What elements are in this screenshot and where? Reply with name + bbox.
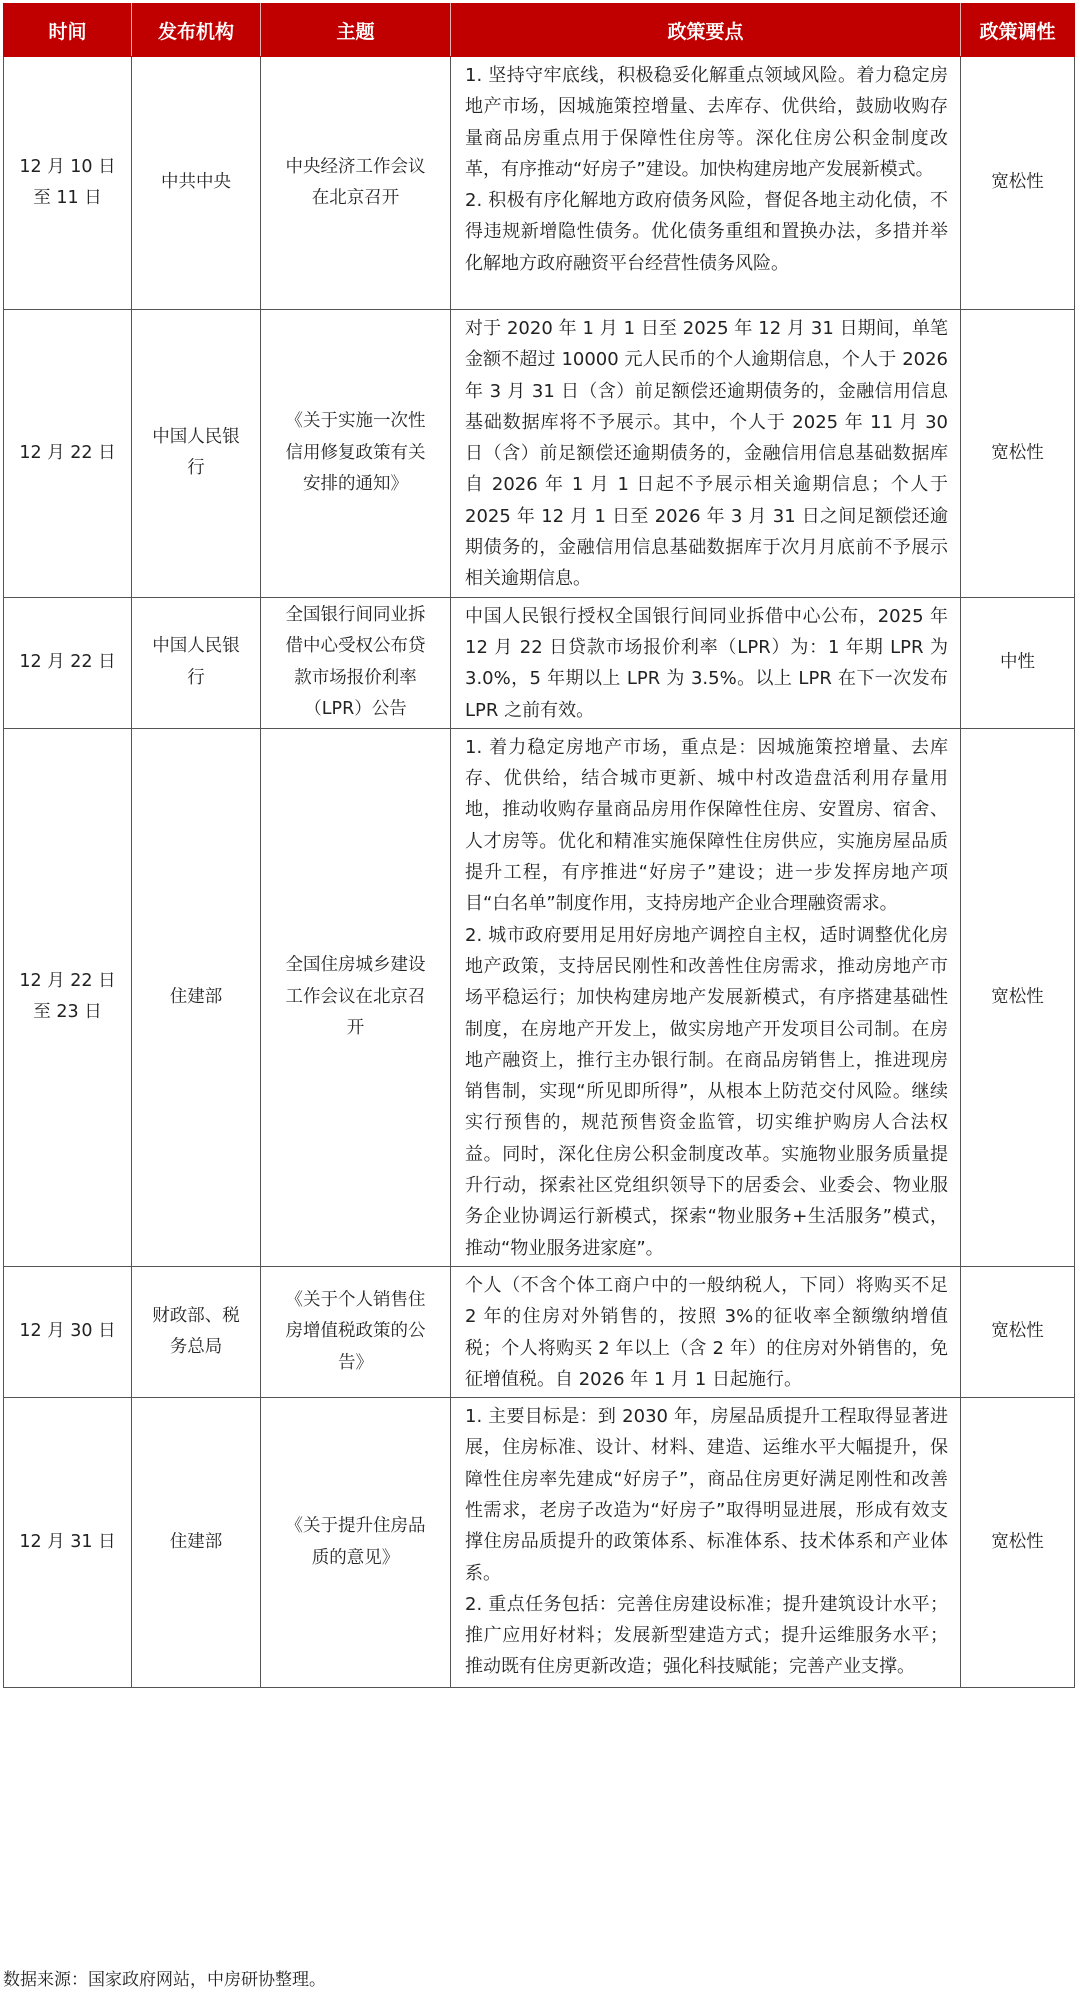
cell-points: [451, 728, 961, 1266]
cell-agency: 住建部: [132, 728, 261, 1266]
header-tone: 政策调性: [961, 4, 1075, 57]
cell-topic: 《关于实施一次性 信用修复政策有关 安排的通知》: [261, 310, 451, 598]
policy-point: 中国人民银行授权全国银行间同业拆借中心公布，2025 年 12 月 22 日贷款市场报价利率（LPR）为：1 年期 LPR 为 3.0%，5 年期以上 LPR 为 3.5%。以上 LPR 在下一次发布 LPR 之前有效。: [465, 605, 948, 721]
table-row: [4, 1398, 1075, 1688]
cell-points: [451, 310, 961, 598]
cell-points: [451, 1398, 961, 1688]
cell-tone: 宽松性: [961, 1398, 1075, 1688]
policy-point: 对于 2020 年 1 月 1 日至 2025 年 12 月 31 日期间，单笔金额不超过 10000 元人民币的个人逾期信息，个人于 2026 年 3 月 31 日（含）前足额偿还逾期债务的，金融信用信息基础数据库将不予展示。其中，个人于 2025 年 11 月 30 日（含）前足额偿还逾期债务的，金融信用信息基础数据库自 2026 年 1 月 1 日起不予展示相关逾期信息；个人于 2025 年 12 月 1 日至 2026 年 3 月 31 日之间足额偿还逾期债务的，金融信用信息基础数据库于次月月底前不予展示相关逾期信息。: [465, 318, 948, 590]
cell-date: 12 月 31 日: [4, 1398, 132, 1688]
cell-date: 12 月 22 日: [4, 310, 132, 598]
cell-agency: 中国人民银 行: [132, 310, 261, 598]
table-header-row: [4, 4, 1075, 57]
cell-tone: 宽松性: [961, 728, 1075, 1266]
table-row: [4, 728, 1075, 1266]
table-row: [4, 57, 1075, 310]
cell-agency: 财政部、税 务总局: [132, 1266, 261, 1397]
header-date: 时间: [4, 4, 132, 57]
policy-point: 个人（不含个体工商户中的一般纳税人，下同）将购买不足 2 年的住房对外销售的，按照 3%的征收率全额缴纳增值税；个人将购买 2 年以上（含 2 年）的住房对外销售的，免征增值税。自 2026 年 1 月 1 日起施行。: [465, 1274, 948, 1390]
cell-points: [451, 1266, 961, 1397]
policy-point: 2. 城市政府要用足用好房地产调控自主权，适时调整优化房地产政策，支持居民刚性和改善性住房需求，推动房地产市场平稳运行；加快构建房地产发展新模式，有序搭建基础性制度，在房地产开发上，做实房地产开发项目公司制。在房地产融资上，推行主办银行制。在商品房销售上，推进现房销售制，实现“所见即所得”，从根本上防范交付风险。继续实行预售的，规范预售资金监管，切实维护购房人合法权益。同时，深化住房公积金制度改革。实施物业服务质量提升行动，探索社区党组织领导下的居委会、业委会、物业服务企业协调运行新模式，探索“物业服务+生活服务”模式，推动“物业服务进家庭”。: [465, 924, 948, 1259]
cell-topic: 《关于个人销售住 房增值税政策的公 告》: [261, 1266, 451, 1397]
cell-agency: 住建部: [132, 1398, 261, 1688]
cell-tone: 宽松性: [961, 57, 1075, 310]
cell-topic: 全国住房城乡建设 工作会议在北京召 开: [261, 728, 451, 1266]
table-row: [4, 1266, 1075, 1397]
policy-point: 2. 重点任务包括：完善住房建设标准；提升建筑设计水平；推广应用好材料；发展新型建造方式；提升运维服务水平；推动既有住房更新改造；强化科技赋能；完善产业支撑。: [465, 1593, 948, 1678]
policy-table: [3, 3, 1075, 1688]
cell-points: [451, 57, 961, 310]
cell-tone: 中性: [961, 597, 1075, 728]
cell-topic: 全国银行间同业拆 借中心受权公布贷 款市场报价利率 （LPR）公告: [261, 597, 451, 728]
table-row: [4, 597, 1075, 728]
cell-agency: 中国人民银 行: [132, 597, 261, 728]
cell-tone: 宽松性: [961, 310, 1075, 598]
policy-point: 1. 坚持守牢底线，积极稳妥化解重点领域风险。着力稳定房地产市场，因城施策控增量、去库存、优供给，鼓励收购存量商品房重点用于保障性住房等。深化住房公积金制度改革，有序推动“好房子”建设。加快构建房地产发展新模式。: [465, 65, 948, 180]
policy-point: 2. 积极有序化解地方政府债务风险，督促各地主动化债，不得违规新增隐性债务。优化债务重组和置换办法，多措并举化解地方政府融资平台经营性债务风险。: [465, 190, 948, 274]
source-note: 数据来源：国家政府网站，中房研协整理。: [3, 1970, 326, 1990]
cell-date: 12 月 22 日: [4, 597, 132, 728]
cell-agency: 中共中央: [132, 57, 261, 310]
table-row: [4, 310, 1075, 598]
header-points: 政策要点: [451, 4, 961, 57]
header-agency: 发布机构: [132, 4, 261, 57]
cell-topic: 《关于提升住房品 质的意见》: [261, 1398, 451, 1688]
cell-topic: 中央经济工作会议 在北京召开: [261, 57, 451, 310]
cell-points: [451, 597, 961, 728]
policy-point: 1. 着力稳定房地产市场，重点是：因城施策控增量、去库存、优供给，结合城市更新、城中村改造盘活利用存量用地，推动收购存量商品房用作保障性住房、安置房、宿舍、人才房等。优化和精准实施保障性住房供应，实施房屋品质提升工程，有序推进“好房子”建设；进一步发挥房地产项目“白名单”制度作用，支持房地产企业合理融资需求。: [465, 736, 948, 915]
cell-tone: 宽松性: [961, 1266, 1075, 1397]
cell-date: 12 月 30 日: [4, 1266, 132, 1397]
policy-point: 1. 主要目标是：到 2030 年，房屋品质提升工程取得显著进展，住房标准、设计、材料、建造、运维水平大幅提升，保障性住房率先建成“好房子”，商品住房更好满足刚性和改善性需求，老房子改造为“好房子”取得明显进展，形成有效支撑住房品质提升的政策体系、标准体系、技术体系和产业体系。: [465, 1406, 948, 1584]
cell-date: 12 月 10 日 至 11 日: [4, 57, 132, 310]
header-topic: 主题: [261, 4, 451, 57]
cell-date: 12 月 22 日 至 23 日: [4, 728, 132, 1266]
